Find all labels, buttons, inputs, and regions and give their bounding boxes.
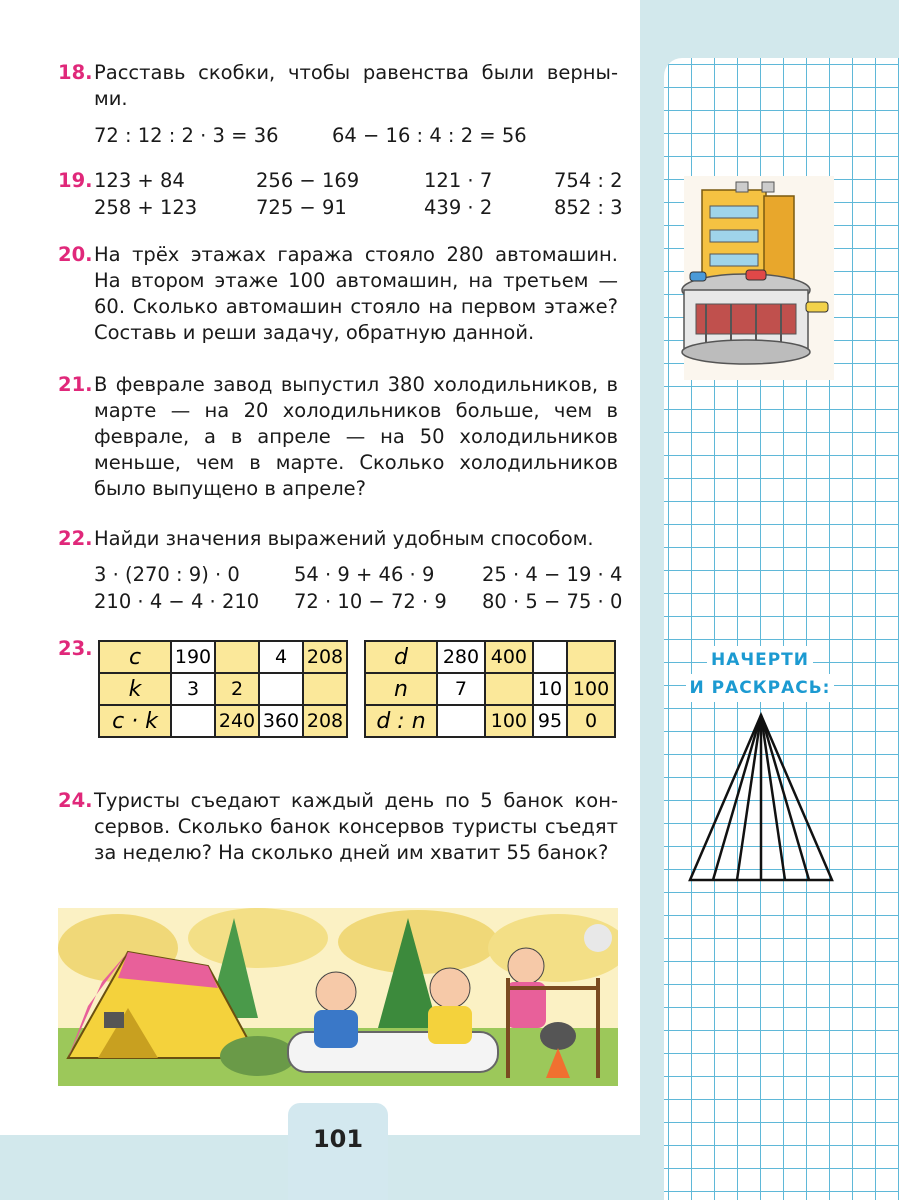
exercise-text: В феврале завод выпустил 380 холодильников, в марте — на 20 холодильников больше, чем в феврале, а в апреле — на 50 холодильников меньше, чем в марте. Сколько холодильников было выпущено в апреле? xyxy=(94,373,618,500)
table-cell: 95 xyxy=(533,705,567,737)
table-d-n xyxy=(364,640,616,738)
expression: 25 · 4 − 19 · 4 xyxy=(482,563,623,586)
table-head: n xyxy=(365,673,437,705)
table-cell: 2 xyxy=(215,673,259,705)
table-cell: 10 xyxy=(533,673,567,705)
expression-row xyxy=(94,195,623,221)
exercise-20 xyxy=(58,242,618,346)
exercise-text: Найди значения выражений удобным способом. xyxy=(94,527,594,550)
table-cell xyxy=(215,641,259,673)
table-row xyxy=(365,705,615,737)
table-cell xyxy=(259,673,303,705)
draw-title-line: НАЧЕРТИ xyxy=(707,646,813,674)
table-cell: 240 xyxy=(215,705,259,737)
expression-row xyxy=(94,589,623,615)
table-row xyxy=(365,641,615,673)
exercise-text: На трёх этажах гаража стояло 280 автомашин. На втором этаже 100 автомашин, на третьем — 60. Сколько автомашин стояло на первом этаже? Составь и реши задачу, обратную данной. xyxy=(94,243,618,344)
table-head: c xyxy=(99,641,171,673)
exercise-number: 24. xyxy=(58,789,93,812)
table-cell: 0 xyxy=(567,705,615,737)
table-cell xyxy=(485,673,533,705)
table-row xyxy=(99,705,347,737)
triangle-figure xyxy=(686,710,836,885)
expression: 754 : 2 xyxy=(554,169,623,192)
exercise-24 xyxy=(58,788,618,866)
garage-building-illustration xyxy=(676,176,836,381)
table-cell: 360 xyxy=(259,705,303,737)
expression: 123 + 84 xyxy=(94,169,185,192)
table-cell: 100 xyxy=(485,705,533,737)
page-number-tab xyxy=(288,1103,388,1200)
expression: 64 − 16 : 4 : 2 = 56 xyxy=(332,124,527,147)
table-cell: 280 xyxy=(437,641,485,673)
exercise-number: 21. xyxy=(58,373,93,396)
exercise-22 xyxy=(58,526,623,613)
table-cell: 4 xyxy=(259,641,303,673)
expression: 725 − 91 xyxy=(256,196,347,219)
table-cell: 100 xyxy=(567,673,615,705)
expression: 258 + 123 xyxy=(94,196,198,219)
exercise-21 xyxy=(58,372,618,502)
table-head: k xyxy=(99,673,171,705)
expression: 256 − 169 xyxy=(256,169,360,192)
expression: 54 · 9 + 46 · 9 xyxy=(294,563,435,586)
table-cell: 3 xyxy=(171,673,215,705)
expression-row xyxy=(94,168,623,194)
table-cell xyxy=(567,641,615,673)
table-cell: 208 xyxy=(303,705,347,737)
exercise-text: Туристы съедают каждый день по 5 банок кон-сервов. Сколько банок консервов туристы съедят за неделю? На сколько дней им хватит 55 банок? xyxy=(94,789,618,864)
exercise-number: 19. xyxy=(58,169,93,192)
table-row xyxy=(99,641,347,673)
expression-row xyxy=(94,562,623,588)
expression: 3 · (270 : 9) · 0 xyxy=(94,563,240,586)
table-cell: 208 xyxy=(303,641,347,673)
exercise-number: 23. xyxy=(58,637,93,660)
table-cell: 400 xyxy=(485,641,533,673)
table-head: c · k xyxy=(99,705,171,737)
table-cell: 190 xyxy=(171,641,215,673)
expression-row xyxy=(94,123,618,149)
expression: 439 · 2 xyxy=(424,196,493,219)
expression: 210 · 4 − 4 · 210 xyxy=(94,590,260,613)
exercise-number: 20. xyxy=(58,243,93,266)
exercise-number: 18. xyxy=(58,61,93,84)
table-cell xyxy=(303,673,347,705)
table-cell xyxy=(437,705,485,737)
table-head: d xyxy=(365,641,437,673)
expression: 121 · 7 xyxy=(424,169,493,192)
exercise-number: 22. xyxy=(58,527,93,550)
expression: 72 · 10 − 72 · 9 xyxy=(294,590,447,613)
exercise-18 xyxy=(58,60,618,147)
page-number: 101 xyxy=(312,1125,364,1153)
draw-title-line: И РАСКРАСЬ: xyxy=(686,674,835,702)
campsite-illustration xyxy=(58,908,618,1086)
exercise-text: Расставь скобки, чтобы равенства были верны-ми. xyxy=(94,61,618,110)
table-cell xyxy=(533,641,567,673)
table-cell xyxy=(171,705,215,737)
table-row xyxy=(365,673,615,705)
expression: 80 · 5 − 75 · 0 xyxy=(482,590,623,613)
table-row xyxy=(99,673,347,705)
draw-title xyxy=(660,646,860,702)
table-c-k xyxy=(98,640,348,738)
expression: 852 : 3 xyxy=(554,196,623,219)
expression: 72 : 12 : 2 · 3 = 36 xyxy=(94,124,279,147)
table-cell: 7 xyxy=(437,673,485,705)
table-head: d : n xyxy=(365,705,437,737)
